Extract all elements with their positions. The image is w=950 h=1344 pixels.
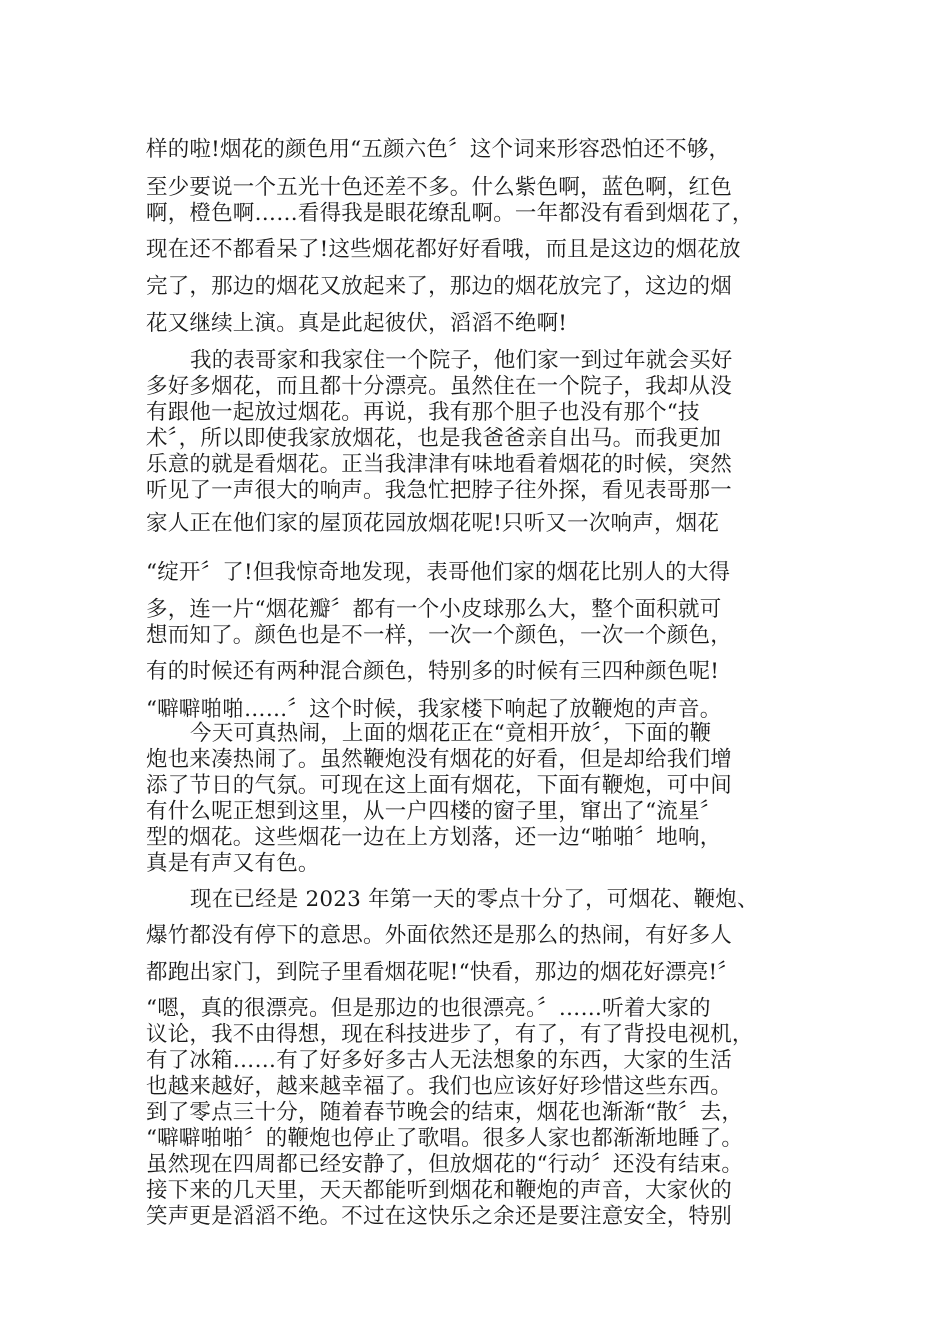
text-line: 家人正在他们家的屋顶花园放烟花呢!只听又一次响声，烟花 [146, 511, 720, 536]
text-line: 真是有声又有色。 [146, 851, 320, 876]
text-line: 至少要说一个五光十色还差不多。什么紫色啊，蓝色啊，红色 [146, 175, 732, 200]
text-line: 现在还不都看呆了!这些烟花都好好看哦，而且是这边的烟花放 [146, 237, 741, 262]
text-line: 有了冰箱……有了好多好多古人无法想象的东西，大家的生活 [146, 1048, 732, 1073]
text-line: 虽然现在四周都已经安静了，但放烟花的“行动〞还没有结束。 [146, 1152, 744, 1177]
text-line: 有跟他一起放过烟花。再说，我有那个胆子也没有那个“技 [146, 400, 700, 425]
text-line: 乐意的就是看烟花。正当我津津有味地看着烟花的时候，突然 [146, 452, 732, 477]
text-line: 啊，橙色啊……看得我是眼花缭乱啊。一年都没有看到烟花了， [146, 201, 754, 226]
text-line: “嗯，真的很漂亮。但是那边的也很漂亮。〞……听着大家的 [146, 996, 711, 1021]
text-line: “噼噼啪啪……〞这个时候，我家楼下响起了放鞭炮的声音。 [146, 697, 722, 722]
text-line: 添了节日的气氛。可现在这上面有烟花，下面有鞭炮，可中间 [146, 773, 732, 798]
text-line: 多，连一片“烟花瓣〞都有一个小皮球那么大，整个面积就可 [146, 597, 722, 622]
text-line: 议论，我不由得想，现在科技进步了，有了，有了背投电视机， [146, 1022, 754, 1047]
text-line: 想而知了。颜色也是不一样，一次一个颜色，一次一个颜色， [146, 623, 732, 648]
paragraph-first-line: 今天可真热闹，上面的烟花正在“竟相开放〞，下面的鞭 [190, 721, 712, 746]
text-line: 也越来越好，越来越幸福了。我们也应该好好珍惜这些东西。 [146, 1074, 732, 1099]
text-line: 花又继续上演。真是此起彼伏，滔滔不绝啊! [146, 311, 568, 336]
text-line: 有什么呢正想到这里，从一户四楼的窗子里，窜出了“流星〞 [146, 799, 722, 824]
text-line: 样的啦!烟花的颜色用“五颜六色〞这个词来形容恐怕还不够， [146, 137, 731, 162]
text-line: 多好多烟花，而且都十分漂亮。虽然住在一个院子，我却从没 [146, 374, 732, 399]
text-line: 完了，那边的烟花又放起来了，那边的烟花放完了，这边的烟 [146, 274, 732, 299]
text-line: 术〞，所以即使我家放烟花，也是我爸爸亲自出马。而我更加 [146, 426, 722, 451]
text-line: 到了零点三十分，随着春节晚会的结束，烟花也渐渐“散〞去， [146, 1100, 744, 1125]
paragraph-first-line: 现在已经是 2023 年第一天的零点十分了，可烟花、鞭炮、 [190, 887, 759, 912]
text-line: 爆竹都没有停下的意思。外面依然还是那么的热闹，有好多人 [146, 923, 732, 948]
text-line: 炮也来凑热闹了。虽然鞭炮没有烟花的好看，但是却给我们增 [146, 747, 732, 772]
text-line: 接下来的几天里，天天都能听到烟花和鞭炮的声音，大家伙的 [146, 1178, 732, 1203]
paragraph-first-line: 我的表哥家和我家住一个院子，他们家一到过年就会买好 [190, 348, 733, 373]
text-line: 笑声更是滔滔不绝。不过在这快乐之余还是要注意安全，特别 [146, 1204, 732, 1229]
text-line: “噼噼啪啪〞的鞭炮也停止了歌唱。很多人家也都渐渐地睡了。 [146, 1126, 744, 1151]
text-line: 有的时候还有两种混合颜色，特别多的时候有三四种颜色呢! [146, 659, 720, 684]
text-line: “绽开〞了!但我惊奇地发现，表哥他们家的烟花比别人的大得 [146, 560, 731, 585]
text-line: 都跑出家门，到院子里看烟花呢!“快看，那边的烟花好漂亮!〞 [146, 960, 740, 985]
text-line: 型的烟花。这些烟花一边在上方划落，还一边“啪啪〞地响， [146, 825, 722, 850]
text-line: 听见了一声很大的响声。我急忙把脖子往外探，看见表哥那一 [146, 478, 732, 503]
